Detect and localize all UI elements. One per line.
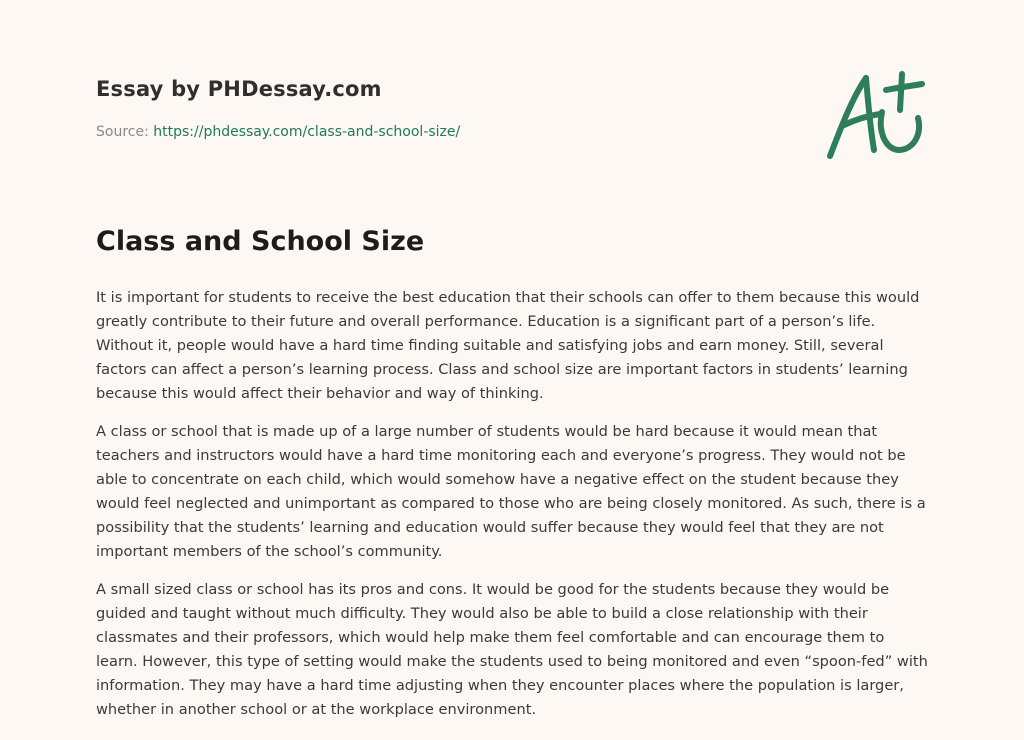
source-label: Source: bbox=[96, 124, 149, 140]
essay-title: Class and School Size bbox=[96, 226, 425, 257]
source-line bbox=[96, 124, 460, 140]
a-plus-grade-icon bbox=[822, 68, 928, 164]
source-link[interactable]: https://phdessay.com/class-and-school-size/ bbox=[153, 124, 461, 140]
essay-page bbox=[96, 0, 928, 740]
essay-paragraph: A class or school that is made up of a large number of students would be hard because it would mean that teachers and instructors would have a hard time monitoring each and everyone’s progress. They would not be able to concentrate on each child, which would somehow have a negative effect on the student because they would feel neglected and unimportant as compared to those who are being closely monitored. As such, there is a possibility that the students’ learning and education would suffer because they would feel that they are not important members of the school’s community. bbox=[96, 423, 926, 560]
essay-body bbox=[96, 286, 928, 736]
essay-paragraph: It is important for students to receive the best education that their schools can offer to them because this would greatly contribute to their future and overall performance. Education is a significant part of a person’s life. Without it, people would have a hard time finding suitable and satisfying jobs and earn money. Still, several factors can affect a person’s learning process. Class and school size are important factors in students’ learning because this would affect their behavior and way of thinking. bbox=[96, 289, 920, 402]
site-title: Essay by PHDessay.com bbox=[96, 77, 382, 101]
essay-paragraph: A small sized class or school has its pros and cons. It would be good for the students because they would be guided and taught without much difficulty. They would also be able to build a close relationship with their classmates and their professors, which would help make them feel comfortable and can encourage them to learn. However, this type of setting would make the students used to being monitored and even “spoon-fed” with information. They may have a hard time adjusting when they encounter places where the population is larger, whether in another school or at the workplace environment. bbox=[96, 581, 928, 718]
